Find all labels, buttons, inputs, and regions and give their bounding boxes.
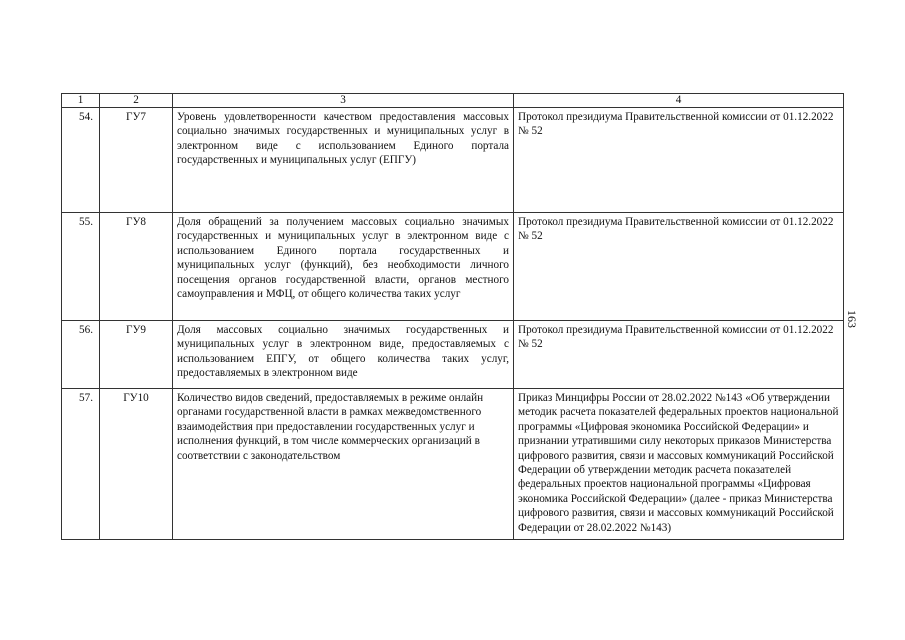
indicator-basis: Протокол президиума Правительственной комиссии от 01.12.2022 № 52: [514, 321, 844, 389]
indicator-code: ГУ9: [100, 321, 173, 389]
row-number: 56.: [62, 321, 100, 389]
table-row: [62, 389, 844, 540]
row-number: 57.: [62, 389, 100, 540]
header-cell-4: 4: [514, 94, 844, 108]
row-number: 54.: [62, 108, 100, 213]
indicator-description: Доля обращений за получением массовых социально значимых государственных и муниципальных услуг в электронном виде с использованием Единого портала государственных и муниципальных услуг (функций), без необходимости личного посещения органов государственной власти, органов местного самоуправления и МФЦ, от общего количества таких услуг: [173, 213, 514, 321]
table-row: [62, 213, 844, 321]
page-number: 163: [845, 310, 859, 328]
indicators-table: [61, 93, 844, 540]
indicator-description: Уровень удовлетворенности качеством предоставления массовых социально значимых государственных и муниципальных услуг в электронном виде с использованием Единого портала государственных и муниципальных услуг (ЕПГУ): [173, 108, 514, 213]
indicator-basis: Протокол президиума Правительственной комиссии от 01.12.2022 № 52: [514, 213, 844, 321]
indicator-basis: Протокол президиума Правительственной комиссии от 01.12.2022 № 52: [514, 108, 844, 213]
indicator-code: ГУ7: [100, 108, 173, 213]
indicator-code: ГУ8: [100, 213, 173, 321]
table-header-row: [62, 94, 844, 108]
table-row: [62, 108, 844, 213]
header-cell-2: 2: [100, 94, 173, 108]
header-cell-3: 3: [173, 94, 514, 108]
row-number: 55.: [62, 213, 100, 321]
indicator-description: Доля массовых социально значимых государственных и муниципальных услуг в электронном виде, предоставляемых с использованием ЕПГУ, от общего количества таких услуг, предоставляемых в электронном виде: [173, 321, 514, 389]
indicator-basis: Приказ Минцифры России от 28.02.2022 №143 «Об утверждении методик расчета показателей федеральных проектов национальной программы «Цифровая экономика Российской Федерации» и признании утратившими силу некоторых приказов Министерства цифрового развития, связи и массовых коммуникаций Российской Федерации об утверждении методик расчета показателей федеральных проектов национальной программы «Цифровая экономика Российской Федерации» (далее - приказ Министерства цифрового развития, связи и массовых коммуникаций Российской Федерации от 28.02.2022 №143): [514, 389, 844, 540]
indicator-code: ГУ10: [100, 389, 173, 540]
indicator-description: Количество видов сведений, предоставляемых в режиме онлайн органами государственной власти в рамках межведомственного взаимодействия при предоставлении государственных услуг и исполнения функций, в том числе коммерческих организаций в соответствии с законодательством: [173, 389, 514, 540]
header-cell-1: 1: [62, 94, 100, 108]
table-row: [62, 321, 844, 389]
